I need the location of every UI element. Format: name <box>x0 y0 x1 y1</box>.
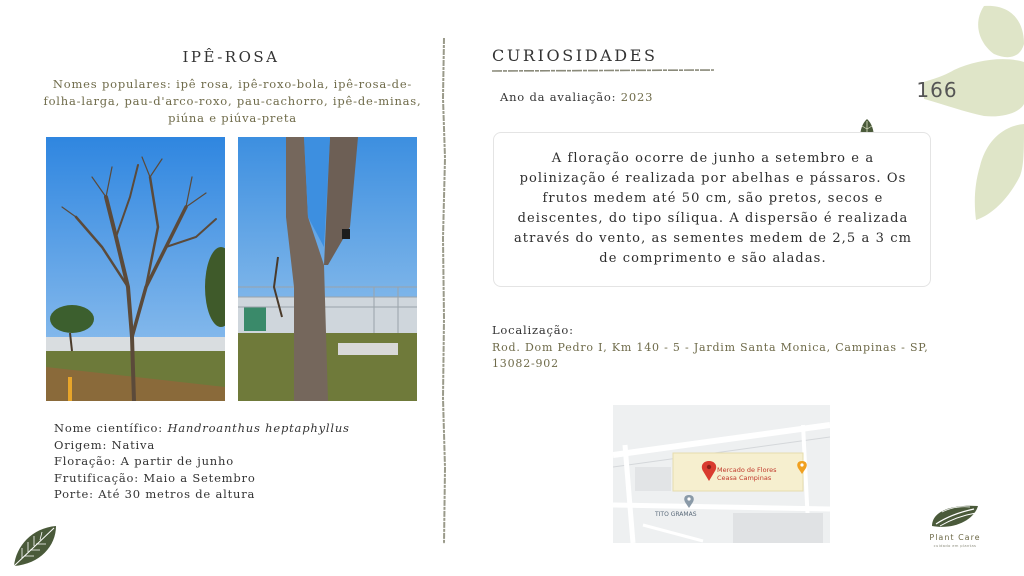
species-facts <box>54 420 434 503</box>
scientific-name-row <box>54 420 434 437</box>
species-title: IPÊ-ROSA <box>182 48 280 66</box>
brand-name: Plant Care <box>929 533 981 542</box>
title-underline <box>492 68 714 74</box>
brand-leaf-icon <box>920 500 990 532</box>
evaluation-year-value: 2023 <box>620 90 654 104</box>
scientific-name-label: Nome científico: <box>54 421 163 435</box>
popular-names <box>40 76 425 127</box>
curiosities-card <box>493 132 931 287</box>
curiosities-text: A floração ocorre de junho a setembro e a polinização é realizada por abelhas e pássaros. Os frutos medem até 50 cm, são pretos, secos e deiscentes, do tipo síliqua. A dispersão é realizada através do vento, as sementes medem de 2,5 a 3 cm de comprimento e são aladas. <box>513 151 913 266</box>
location-map[interactable] <box>613 405 830 543</box>
evaluation-year-label: Ano da avaliação: <box>500 90 617 104</box>
evaluation-year <box>500 90 653 104</box>
map-place-name-line1: Mercado de Flores <box>717 466 777 474</box>
column-divider <box>440 38 448 544</box>
flowering-row: Floração: A partir de junho <box>54 454 234 468</box>
page-number: 166 <box>916 78 958 102</box>
tree-photo-canopy <box>46 137 225 401</box>
fruiting-row: Frutificação: Maio a Setembro <box>54 470 256 485</box>
map-nearby-label: TITO GRAMAS <box>655 511 697 518</box>
tree-photo-trunk <box>238 137 417 401</box>
location-address: Rod. Dom Pedro I, Km 140 - 5 - Jardim Santa Monica, Campinas - SP, 13082-902 <box>492 341 929 370</box>
section-title: CURIOSIDADES <box>492 46 658 65</box>
popular-names-value: ipê rosa, ipê-roxo-bola, ipê-rosa-de-folha-larga, pau-d'arco-roxo, pau-cachorro, ipê-de-minas, piúna e piúva-preta <box>43 77 422 125</box>
location-label: Localização: <box>492 323 574 337</box>
decorative-leaves-icon <box>924 0 1024 230</box>
map-place-name-line2: Ceasa Campinas <box>717 474 772 482</box>
origin-row: Origem: Nativa <box>54 437 155 452</box>
corner-leaf-icon <box>10 522 60 570</box>
size-row: Porte: Até 30 metros de altura <box>54 487 256 501</box>
map-place-name <box>717 466 777 482</box>
scientific-name-value: Handroanthus heptaphyllus <box>167 421 350 435</box>
brand-tagline: cuidado em plantas <box>933 544 977 548</box>
popular-names-label: Nomes populares: <box>52 77 172 91</box>
